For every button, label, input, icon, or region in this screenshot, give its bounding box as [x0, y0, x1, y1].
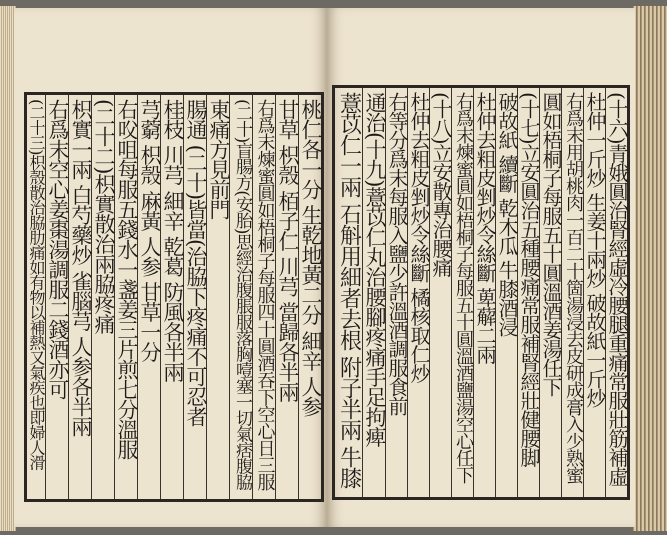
text-column: [605, 88, 628, 497]
text-column: [495, 88, 518, 497]
text-column: [583, 88, 606, 497]
text-column: [517, 88, 540, 497]
text-column: [539, 88, 562, 497]
text-column: [183, 95, 207, 499]
column-text: 腸通 (二十)皆當(治脇下疼痛不可忍者: [184, 99, 208, 427]
text-column: [407, 88, 430, 497]
column-text: 杜仲一斤炒 生姜十兩炒 破故紙一斤炒: [583, 92, 607, 407]
text-column: [91, 95, 115, 499]
column-text: 右爲末用胡桃肉一百二十箇湯浸去皮研成膏入少熟蜜: [563, 92, 584, 483]
text-column: [137, 95, 161, 499]
text-column: [45, 95, 69, 499]
column-text: 枳實一兩 白芍藥炒 雀腦芎 人参各半兩: [69, 99, 93, 437]
column-text: 右等分爲末每服入鹽少許溫酒調服食前: [385, 92, 409, 415]
column-text: 杜仲去粗皮剉炒令絲斷 萆薢二兩: [473, 92, 497, 364]
text-column: [561, 88, 584, 497]
column-text: 圓如梧桐子每服五十圓溫酒姜湯任下: [539, 92, 563, 396]
text-column: [114, 95, 138, 499]
text-column: [68, 95, 92, 499]
text-column: [275, 95, 299, 499]
column-text: (十六)青娥圓治腎經虛冷腰腿重痛常服壯筋補虛: [605, 92, 629, 486]
text-column: [451, 88, 474, 497]
column-text: 薏苡仁一兩 石斛用細者去根 附子半兩 牛膝: [336, 92, 362, 488]
text-column: [206, 95, 230, 499]
column-text: (二十三)枳殼散治脇肋痛如有物以補熱又氣疾也即婦人滑: [27, 99, 46, 470]
column-text: (二十)盲腸方(安胎)思經治腹脹服落胸噎塞一切氣痞腹脇: [232, 99, 252, 490]
column-text: 通治(十九)薏苡仁丸治腰腳疼痛手足拘痺: [363, 92, 387, 447]
column-text: 右㕮咀每服五錢水一盞姜三片煎七分溫服: [115, 99, 139, 459]
column-text: 東痛方見前門: [207, 99, 231, 219]
column-text: 破故紙 續斷 乾木瓜 牛膝酒浸: [495, 92, 519, 337]
text-column: [429, 88, 452, 497]
text-column: [229, 95, 253, 499]
column-text: 芎藭 枳殼 麻黃 人参 甘草一分: [138, 99, 162, 362]
column-text: 右爲末煉蜜圓如梧桐子每服四十圓酒吞下空心日三服: [254, 99, 276, 490]
column-text: (十八)立安散專治腰痛: [429, 92, 453, 277]
column-text: 桂枝 川芎 細辛 乾葛 防風各半兩: [161, 99, 185, 382]
text-column: [335, 88, 362, 497]
text-column: [27, 95, 45, 499]
column-text: 右爲末空心姜棗湯調服二錢酒亦可: [46, 99, 70, 399]
column-text: 甘草 枳殼 栢子仁 川芎 當歸各半兩: [276, 99, 300, 402]
text-column: [160, 95, 184, 499]
right-page-edges: [633, 6, 667, 531]
text-column: [385, 88, 408, 497]
text-column: [252, 95, 276, 499]
text-column: [362, 88, 386, 497]
column-text: (十七)立安圓治五種腰痛常服補腎經壯健腰脚: [517, 92, 541, 467]
column-text: 杜仲去粗皮剉炒令絲斷 橘核取仁炒: [407, 92, 431, 383]
right-text-block: [332, 85, 630, 500]
column-text: 右爲末煉蜜圓如梧桐子每服五十圓溫酒鹽湯空心任下: [453, 92, 474, 483]
column-text: 桃仁各一分 生乾地黃二分 細辛 人参: [299, 99, 323, 417]
text-column: [473, 88, 496, 497]
left-text-block: [24, 92, 324, 502]
column-text: (二十二)枳實散治兩脇疼痛: [92, 99, 116, 334]
text-column: [298, 95, 322, 499]
